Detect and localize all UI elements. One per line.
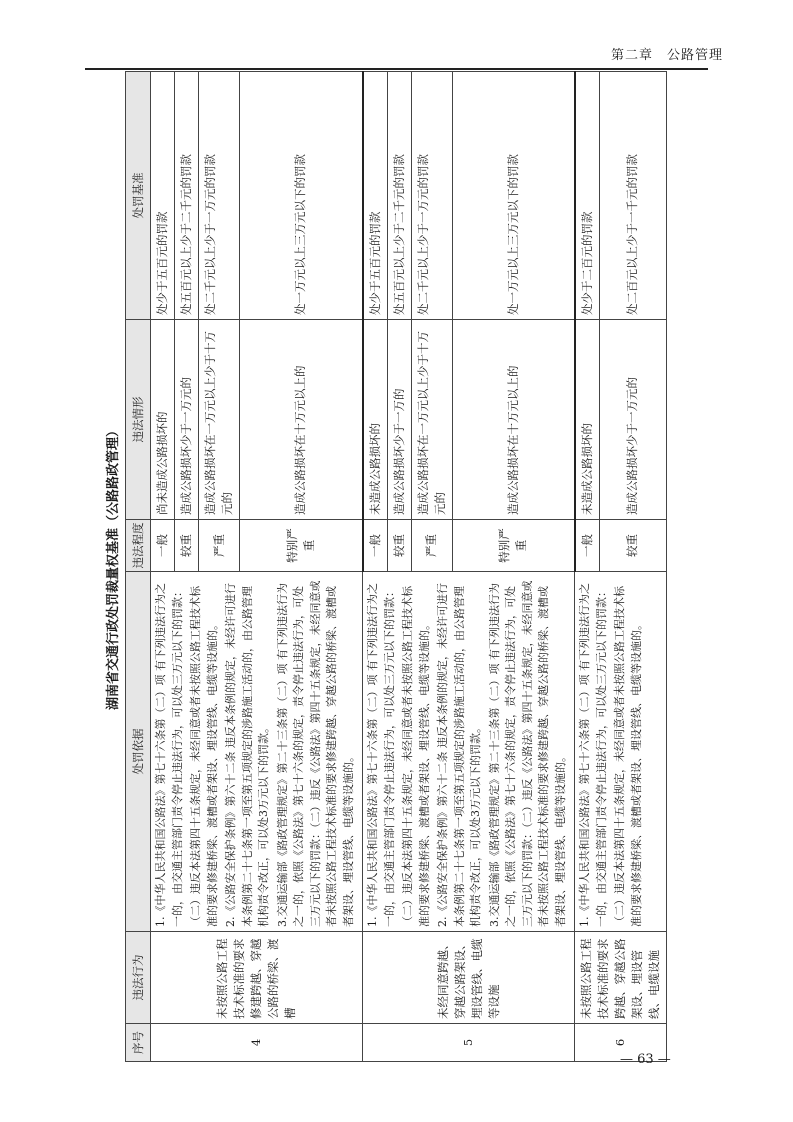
table-row xyxy=(151,72,175,1062)
row-basis xyxy=(151,572,363,932)
situation-cell: 造成公路损坏在一万元以上少于十万元的 xyxy=(411,320,452,520)
situation-cell: 未造成公路损坏的 xyxy=(575,320,600,520)
basis-paragraph: 3.交通运输部《路政管理规定》第二十三条第（二）项 有下列违法行为之一的，依照《公路法》第七十六条的规定，责令停止违法行为，可处三万元以下的罚款：（二）违反《公路法》第四十五条规定，未经同意或者未按照公路工程技术标准的要求修建跨越、穿越公路的桥梁、渡槽或者架设、埋设管线、电缆等设施的。 xyxy=(487,580,567,927)
situation-cell: 造成公路损坏在十万元以上的 xyxy=(240,320,363,520)
degree-cell: 较重 xyxy=(175,520,199,572)
column-header-standard: 处罚基准 xyxy=(126,72,151,320)
row-seq: 4 xyxy=(151,1024,363,1062)
row-basis xyxy=(363,572,575,932)
degree-cell: 严重 xyxy=(411,520,452,572)
row-act: 未经同意跨越、穿越公路架设、埋设管线、电缆等设施 xyxy=(363,932,575,1024)
column-header-basis: 处罚依据 xyxy=(126,572,151,932)
row-act: 未按照公路工程技术标准的要求修建跨越、穿越公路的桥梁、渡槽 xyxy=(151,932,363,1024)
column-header-seq: 序号 xyxy=(126,1024,151,1062)
chapter-header: 第二章 公路管理 xyxy=(610,48,723,63)
row-seq: 5 xyxy=(363,1024,575,1062)
basis-paragraph: （二）违反本法第四十五条规定，未经同意或者未按照公路工程技术标准的要求修建桥梁、渡槽或者架设、埋设管线、电缆等设施的。 xyxy=(613,586,643,927)
table-row xyxy=(575,72,600,1062)
situation-cell: 尚未造成公路损坏的 xyxy=(151,320,175,520)
basis-paragraph: 1.《中华人民共和国公路法》第七十六条第（二）项 有下列违法行为之一的，由交通主管部门责令停止违法行为，可以处三万元以下的罚款： xyxy=(154,583,184,927)
standard-cell: 处五百元以上少于二千元的罚款 xyxy=(387,72,411,320)
degree-cell: 严重 xyxy=(199,520,240,572)
degree-cell: 特别严重 xyxy=(240,520,363,572)
header-rule xyxy=(85,68,708,70)
rotated-table-region xyxy=(103,72,683,1062)
degree-cell: 一般 xyxy=(575,520,600,572)
column-header-act: 违法行为 xyxy=(126,932,151,1024)
penalty-table xyxy=(125,71,667,1062)
standard-cell: 处少于五百元的罚款 xyxy=(151,72,175,320)
degree-cell: 一般 xyxy=(151,520,175,572)
basis-paragraph: 1.《中华人民共和国公路法》第七十六条第（二）项 有下列违法行为之一的，由交通主管部门责令停止违法行为，可以处三万元以下的罚款： xyxy=(578,583,608,927)
standard-cell: 处一万元以上三万元以下的罚款 xyxy=(240,72,363,320)
basis-paragraph: （二）违反本法第四十五条规定，未经同意或者未按照公路工程技术标准的要求修建桥梁、渡槽或者架设、埋设管线、电缆等设施的。 xyxy=(401,586,431,927)
basis-paragraph: 1.《中华人民共和国公路法》第七十六条第（二）项 有下列违法行为之一的，由交通主管部门责令停止违法行为，可以处三万元以下的罚款： xyxy=(366,583,396,927)
situation-cell: 未造成公路损坏的 xyxy=(363,320,388,520)
table-header-row xyxy=(126,72,151,1062)
page-number: — 63 — xyxy=(620,1052,671,1067)
situation-cell: 造成公路损坏少于一万元的 xyxy=(175,320,199,520)
basis-paragraph: （二）违反本法第四十五条规定，未经同意或者未按照公路工程技术标准的要求修建桥梁、渡槽或者架设、埋设管线、电缆等设施的。 xyxy=(189,586,219,927)
row-seq: 6 xyxy=(575,1024,667,1062)
degree-cell: 特别严重 xyxy=(452,520,575,572)
degree-cell: 较重 xyxy=(599,520,667,572)
basis-paragraph: 2.《公路安全保护条例》第六十二条 违反本条例的规定，未经许可进行本条例第二十七条第一项至第五项规定的涉路施工活动的，由公路管理机构责令改正，可以处3万元以下的罚款。 xyxy=(436,583,482,927)
table-row xyxy=(363,72,388,1062)
standard-cell: 处少于二百元的罚款 xyxy=(575,72,600,320)
standard-cell: 处五百元以上少于二千元的罚款 xyxy=(175,72,199,320)
degree-cell: 较重 xyxy=(387,520,411,572)
situation-cell: 造成公路损坏少于一万的 xyxy=(387,320,411,520)
standard-cell: 处一万元以上三万元以下的罚款 xyxy=(452,72,575,320)
standard-cell: 处二千元以上少于一万元的罚款 xyxy=(199,72,240,320)
row-act: 未按照公路工程技术标准的要求跨越、穿越公路架设、埋设管线、电缆设施 xyxy=(575,932,667,1024)
standard-cell: 处二百元以上少于一千元的罚款 xyxy=(599,72,667,320)
column-header-degree: 违法程度 xyxy=(126,520,151,572)
standard-cell: 处二千元以上少于一万元的罚款 xyxy=(411,72,452,320)
row-basis xyxy=(575,572,667,932)
standard-cell: 处少于五百元的罚款 xyxy=(363,72,388,320)
situation-cell: 造成公路损坏少于一万元的 xyxy=(599,320,667,520)
table-title: 湖南省交通行政处罚裁量权基准（公路路政管理） xyxy=(106,424,121,711)
degree-cell: 一般 xyxy=(363,520,388,572)
basis-paragraph: 2.《公路安全保护条例》第六十二条 违反本条例的规定，未经许可进行本条例第二十七条第一项至第五项规定的涉路施工活动的，由公路管理机构责令改正，可以处3万元以下的罚款。 xyxy=(224,583,270,927)
column-header-situation: 违法情形 xyxy=(126,320,151,520)
situation-cell: 造成公路损坏在一万元以上少于十万元的 xyxy=(199,320,240,520)
situation-cell: 造成公路损坏在十万元以上的 xyxy=(452,320,575,520)
basis-paragraph: 3.交通运输部《路政管理规定》第二十三条第（二）项 有下列违法行为之一的，依照《公路法》第七十六条的规定，责令停止违法行为，可处三万元以下的罚款：（二）违反《公路法》第四十五条规定，未经同意或者未按照公路工程技术标准的要求修建跨越、穿越公路的桥梁、渡槽或者架设、埋设管线、电缆等设施的。 xyxy=(275,580,355,927)
